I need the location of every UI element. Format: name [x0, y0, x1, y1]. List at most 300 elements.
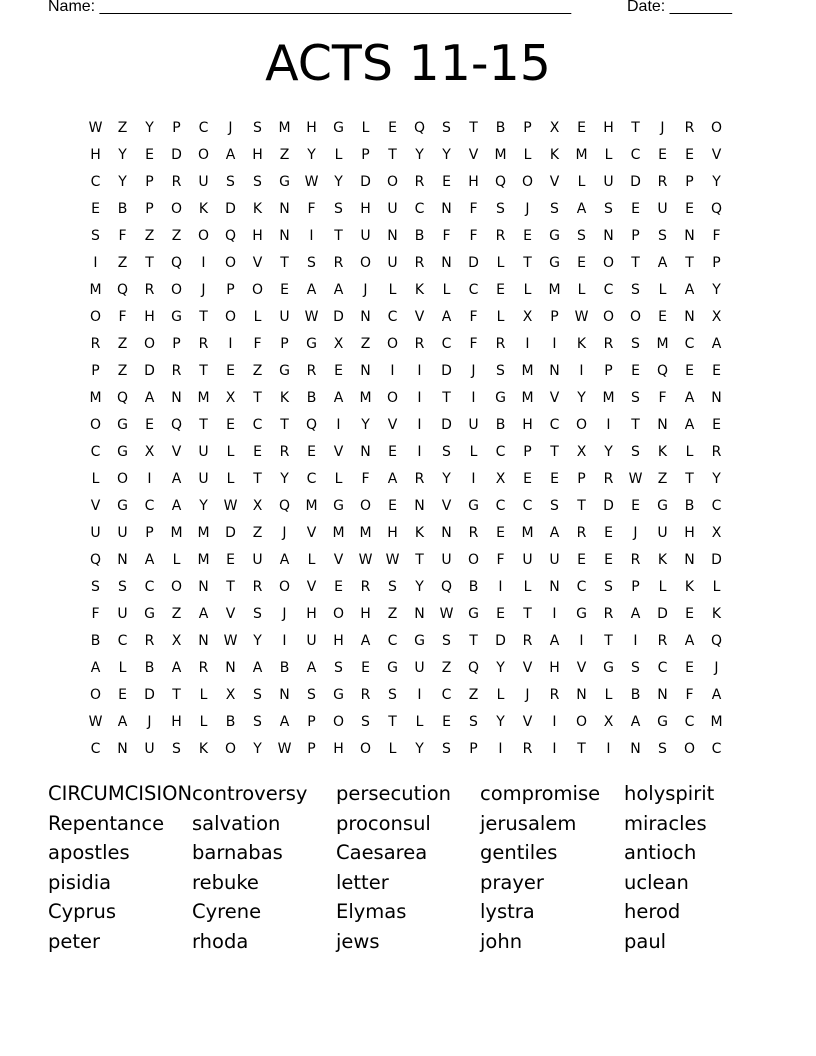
grid-letter[interactable]: U — [198, 443, 209, 460]
grid-letter[interactable]: E — [604, 524, 613, 541]
grid-letter[interactable]: V — [711, 146, 722, 163]
grid-letter[interactable]: E — [253, 443, 262, 460]
grid-letter[interactable]: Z — [279, 146, 290, 163]
grid-letter[interactable]: R — [252, 578, 263, 595]
grid-letter[interactable]: C — [711, 497, 722, 514]
grid-letter[interactable]: G — [414, 632, 425, 649]
grid-letter[interactable]: W — [88, 119, 103, 136]
grid-letter[interactable]: A — [333, 389, 344, 406]
grid-letter[interactable]: Y — [712, 173, 721, 190]
grid-letter[interactable]: U — [468, 416, 479, 433]
grid-letter[interactable]: A — [90, 659, 101, 676]
grid-letter[interactable]: A — [171, 470, 182, 487]
grid-letter[interactable]: B — [630, 686, 641, 703]
grid-letter[interactable]: T — [685, 470, 694, 487]
grid-letter[interactable]: S — [604, 578, 613, 595]
grid-letter[interactable]: S — [388, 578, 397, 595]
grid-letter[interactable]: S — [442, 119, 451, 136]
grid-letter[interactable]: F — [91, 605, 100, 622]
grid-letter[interactable]: A — [684, 416, 695, 433]
grid-letter[interactable]: G — [117, 497, 128, 514]
grid-letter[interactable]: I — [579, 362, 584, 379]
grid-letter[interactable]: A — [549, 524, 560, 541]
grid-letter[interactable]: S — [118, 578, 127, 595]
grid-letter[interactable]: C — [549, 416, 560, 433]
grid-letter[interactable]: O — [143, 335, 156, 352]
grid-letter[interactable]: H — [360, 605, 371, 622]
grid-letter[interactable]: N — [414, 605, 425, 622]
grid-letter[interactable]: E — [496, 281, 505, 298]
grid-letter[interactable]: V — [414, 308, 425, 325]
grid-letter[interactable]: O — [683, 740, 696, 757]
grid-letter[interactable]: Y — [118, 146, 127, 163]
grid-letter[interactable]: O — [359, 740, 372, 757]
grid-letter[interactable]: N — [603, 227, 614, 244]
grid-letter[interactable]: J — [525, 686, 530, 703]
grid-letter[interactable]: A — [333, 281, 344, 298]
grid-letter[interactable]: N — [441, 200, 452, 217]
grid-letter[interactable]: S — [550, 200, 559, 217]
grid-letter[interactable]: E — [145, 416, 154, 433]
grid-letter[interactable]: X — [495, 470, 506, 487]
grid-letter[interactable]: Z — [171, 227, 182, 244]
grid-letter[interactable]: A — [549, 632, 560, 649]
grid-letter[interactable]: Y — [145, 119, 154, 136]
grid-letter[interactable]: I — [471, 389, 476, 406]
grid-letter[interactable]: C — [576, 578, 587, 595]
grid-letter[interactable]: B — [117, 200, 128, 217]
grid-letter[interactable]: S — [388, 686, 397, 703]
grid-letter[interactable]: W — [628, 470, 643, 487]
grid-letter[interactable]: Y — [415, 146, 424, 163]
grid-letter[interactable]: F — [469, 308, 478, 325]
grid-letter[interactable]: T — [334, 227, 343, 244]
grid-letter[interactable]: J — [363, 281, 368, 298]
grid-letter[interactable]: G — [171, 308, 182, 325]
grid-letter[interactable]: Q — [305, 416, 318, 433]
grid-letter[interactable]: Z — [117, 119, 128, 136]
grid-letter[interactable]: L — [388, 281, 397, 298]
grid-letter[interactable]: R — [414, 335, 425, 352]
grid-letter[interactable]: H — [468, 173, 479, 190]
grid-letter[interactable]: T — [442, 389, 451, 406]
grid-letter[interactable]: R — [603, 470, 614, 487]
grid-letter[interactable]: Y — [361, 416, 370, 433]
grid-letter[interactable]: H — [144, 308, 155, 325]
grid-letter[interactable]: X — [711, 308, 722, 325]
grid-letter[interactable]: X — [522, 308, 533, 325]
grid-letter[interactable]: L — [685, 443, 694, 460]
grid-letter[interactable]: U — [252, 551, 263, 568]
grid-letter[interactable]: V — [306, 578, 317, 595]
grid-letter[interactable]: C — [684, 335, 695, 352]
grid-letter[interactable]: T — [631, 254, 640, 271]
grid-letter[interactable]: E — [280, 281, 289, 298]
grid-letter[interactable]: R — [360, 686, 371, 703]
grid-letter[interactable]: L — [226, 443, 235, 460]
grid-letter[interactable]: V — [522, 713, 533, 730]
grid-letter[interactable]: E — [577, 254, 586, 271]
grid-letter[interactable]: S — [496, 362, 505, 379]
grid-letter[interactable]: H — [333, 740, 344, 757]
grid-letter[interactable]: C — [306, 470, 317, 487]
grid-letter[interactable]: O — [602, 254, 615, 271]
grid-letter[interactable]: D — [441, 416, 452, 433]
grid-letter[interactable]: Z — [360, 335, 371, 352]
grid-letter[interactable]: W — [574, 308, 589, 325]
grid-letter[interactable]: N — [279, 200, 290, 217]
grid-letter[interactable]: K — [576, 335, 587, 352]
grid-letter[interactable]: T — [577, 497, 586, 514]
grid-letter[interactable]: D — [630, 173, 641, 190]
grid-letter[interactable]: H — [684, 524, 695, 541]
grid-letter[interactable]: D — [225, 200, 236, 217]
grid-letter[interactable]: J — [660, 119, 665, 136]
grid-letter[interactable]: T — [415, 551, 424, 568]
grid-letter[interactable]: W — [439, 605, 454, 622]
grid-letter[interactable]: P — [172, 335, 181, 352]
grid-letter[interactable]: O — [89, 308, 102, 325]
grid-letter[interactable]: T — [523, 605, 532, 622]
grid-letter[interactable]: U — [441, 551, 452, 568]
grid-letter[interactable]: H — [90, 146, 101, 163]
grid-letter[interactable]: X — [549, 119, 560, 136]
grid-letter[interactable]: C — [441, 686, 452, 703]
grid-letter[interactable]: R — [603, 605, 614, 622]
grid-letter[interactable]: E — [631, 362, 640, 379]
grid-letter[interactable]: L — [388, 740, 397, 757]
grid-letter[interactable]: J — [714, 659, 719, 676]
grid-letter[interactable]: H — [549, 659, 560, 676]
grid-letter[interactable]: R — [144, 632, 155, 649]
grid-letter[interactable]: K — [198, 200, 209, 217]
grid-letter[interactable]: T — [469, 119, 478, 136]
grid-letter[interactable]: P — [631, 227, 640, 244]
grid-letter[interactable]: M — [521, 389, 534, 406]
grid-letter[interactable]: C — [117, 632, 128, 649]
grid-letter[interactable]: R — [198, 659, 209, 676]
grid-letter[interactable]: O — [629, 308, 642, 325]
grid-letter[interactable]: V — [549, 173, 560, 190]
grid-letter[interactable]: T — [469, 632, 478, 649]
grid-letter[interactable]: V — [441, 497, 452, 514]
grid-letter[interactable]: E — [442, 173, 451, 190]
grid-letter[interactable]: T — [685, 254, 694, 271]
name-field-label[interactable]: Name: _____________________________________________________ — [48, 0, 572, 15]
grid-letter[interactable]: M — [521, 524, 534, 541]
grid-letter[interactable]: A — [711, 335, 722, 352]
grid-letter[interactable]: I — [498, 740, 503, 757]
grid-letter[interactable]: W — [385, 551, 400, 568]
grid-letter[interactable]: T — [145, 254, 154, 271]
grid-letter[interactable]: C — [198, 119, 209, 136]
grid-letter[interactable]: O — [170, 200, 183, 217]
grid-letter[interactable]: Y — [496, 659, 505, 676]
grid-letter[interactable]: B — [468, 578, 479, 595]
grid-letter[interactable]: O — [170, 281, 183, 298]
grid-letter[interactable]: A — [306, 281, 317, 298]
grid-letter[interactable]: F — [469, 200, 478, 217]
grid-letter[interactable]: N — [117, 551, 128, 568]
grid-letter[interactable]: W — [88, 713, 103, 730]
grid-letter[interactable]: I — [498, 578, 503, 595]
grid-letter[interactable]: Z — [252, 362, 263, 379]
grid-letter[interactable]: M — [521, 362, 534, 379]
grid-letter[interactable]: X — [171, 632, 182, 649]
grid-letter[interactable]: T — [631, 119, 640, 136]
grid-letter[interactable]: Y — [415, 578, 424, 595]
grid-letter[interactable]: A — [684, 389, 695, 406]
grid-letter[interactable]: G — [306, 335, 317, 352]
grid-letter[interactable]: J — [525, 200, 530, 217]
grid-letter[interactable]: C — [144, 497, 155, 514]
grid-letter[interactable]: Z — [468, 686, 479, 703]
grid-letter[interactable]: L — [523, 146, 532, 163]
grid-letter[interactable]: A — [306, 659, 317, 676]
grid-letter[interactable]: M — [278, 119, 291, 136]
grid-letter[interactable]: L — [469, 443, 478, 460]
grid-letter[interactable]: G — [279, 362, 290, 379]
grid-letter[interactable]: G — [333, 119, 344, 136]
grid-letter[interactable]: I — [552, 740, 557, 757]
grid-letter[interactable]: S — [631, 335, 640, 352]
grid-letter[interactable]: Q — [278, 497, 291, 514]
grid-letter[interactable]: S — [658, 227, 667, 244]
grid-letter[interactable]: T — [199, 308, 208, 325]
grid-letter[interactable]: I — [579, 632, 584, 649]
grid-letter[interactable]: D — [468, 254, 479, 271]
grid-letter[interactable]: R — [306, 362, 317, 379]
grid-letter[interactable]: U — [198, 470, 209, 487]
grid-letter[interactable]: Y — [253, 740, 262, 757]
grid-letter[interactable]: D — [657, 605, 668, 622]
grid-letter[interactable]: J — [147, 713, 152, 730]
grid-letter[interactable]: I — [633, 632, 638, 649]
grid-letter[interactable]: R — [414, 173, 425, 190]
grid-letter[interactable]: S — [253, 119, 262, 136]
grid-letter[interactable]: H — [252, 227, 263, 244]
grid-letter[interactable]: G — [333, 497, 344, 514]
grid-letter[interactable]: Y — [442, 470, 451, 487]
grid-letter[interactable]: J — [633, 524, 638, 541]
grid-letter[interactable]: H — [603, 119, 614, 136]
grid-letter[interactable]: T — [280, 416, 289, 433]
grid-letter[interactable]: P — [145, 173, 154, 190]
grid-letter[interactable]: E — [685, 659, 694, 676]
grid-letter[interactable]: Y — [307, 146, 316, 163]
grid-letter[interactable]: P — [145, 200, 154, 217]
grid-letter[interactable]: A — [657, 254, 668, 271]
grid-letter[interactable]: C — [414, 200, 425, 217]
grid-letter[interactable]: P — [631, 578, 640, 595]
grid-letter[interactable]: G — [603, 659, 614, 676]
grid-letter[interactable]: T — [550, 443, 559, 460]
grid-letter[interactable]: T — [172, 686, 181, 703]
grid-letter[interactable]: L — [577, 173, 586, 190]
grid-letter[interactable]: N — [549, 362, 560, 379]
grid-letter[interactable]: A — [711, 686, 722, 703]
grid-letter[interactable]: S — [550, 497, 559, 514]
grid-letter[interactable]: S — [253, 686, 262, 703]
grid-letter[interactable]: I — [552, 605, 557, 622]
grid-letter[interactable]: O — [116, 470, 129, 487]
grid-letter[interactable]: R — [414, 470, 425, 487]
grid-letter[interactable]: N — [225, 659, 236, 676]
grid-letter[interactable]: T — [577, 740, 586, 757]
grid-letter[interactable]: O — [197, 146, 210, 163]
grid-letter[interactable]: C — [495, 443, 506, 460]
grid-letter[interactable]: G — [117, 416, 128, 433]
grid-letter[interactable]: S — [253, 713, 262, 730]
grid-letter[interactable]: S — [604, 200, 613, 217]
grid-letter[interactable]: Y — [280, 470, 289, 487]
grid-letter[interactable]: V — [333, 551, 344, 568]
grid-letter[interactable]: T — [631, 416, 640, 433]
grid-letter[interactable]: R — [522, 632, 533, 649]
grid-letter[interactable]: L — [604, 146, 613, 163]
grid-letter[interactable]: T — [280, 254, 289, 271]
grid-letter[interactable]: O — [224, 254, 237, 271]
grid-letter[interactable]: L — [658, 578, 667, 595]
grid-letter[interactable]: X — [225, 389, 236, 406]
grid-letter[interactable]: K — [414, 524, 425, 541]
grid-letter[interactable]: U — [306, 632, 317, 649]
grid-letter[interactable]: Q — [170, 254, 183, 271]
grid-letter[interactable]: S — [307, 686, 316, 703]
grid-letter[interactable]: A — [117, 713, 128, 730]
grid-letter[interactable]: P — [280, 335, 289, 352]
grid-letter[interactable]: U — [117, 605, 128, 622]
grid-letter[interactable]: A — [225, 146, 236, 163]
grid-letter[interactable]: F — [685, 686, 694, 703]
grid-letter[interactable]: N — [684, 227, 695, 244]
grid-letter[interactable]: H — [387, 524, 398, 541]
grid-letter[interactable]: S — [442, 740, 451, 757]
grid-letter[interactable]: A — [630, 713, 641, 730]
grid-letter[interactable]: E — [523, 470, 532, 487]
grid-letter[interactable]: F — [118, 308, 127, 325]
grid-letter[interactable]: Y — [496, 713, 505, 730]
grid-letter[interactable]: S — [172, 740, 181, 757]
grid-letter[interactable]: I — [417, 443, 422, 460]
grid-letter[interactable]: E — [685, 605, 694, 622]
grid-letter[interactable]: K — [657, 443, 668, 460]
grid-letter[interactable]: O — [602, 308, 615, 325]
grid-letter[interactable]: M — [89, 389, 102, 406]
grid-letter[interactable]: T — [523, 254, 532, 271]
grid-letter[interactable]: K — [252, 200, 263, 217]
grid-letter[interactable]: U — [603, 173, 614, 190]
grid-letter[interactable]: V — [522, 659, 533, 676]
grid-letter[interactable]: S — [91, 227, 100, 244]
grid-letter[interactable]: R — [495, 335, 506, 352]
grid-letter[interactable]: S — [91, 578, 100, 595]
grid-letter[interactable]: A — [171, 659, 182, 676]
grid-letter[interactable]: V — [252, 254, 263, 271]
grid-letter[interactable]: L — [604, 686, 613, 703]
grid-letter[interactable]: O — [386, 389, 399, 406]
grid-letter[interactable]: S — [442, 443, 451, 460]
grid-letter[interactable]: U — [522, 551, 533, 568]
grid-letter[interactable]: N — [198, 578, 209, 595]
grid-letter[interactable]: C — [252, 416, 263, 433]
grid-letter[interactable]: P — [604, 362, 613, 379]
grid-letter[interactable]: L — [118, 659, 127, 676]
grid-letter[interactable]: W — [304, 173, 319, 190]
grid-letter[interactable]: Y — [712, 470, 721, 487]
grid-letter[interactable]: E — [307, 443, 316, 460]
grid-letter[interactable]: B — [90, 632, 101, 649]
grid-letter[interactable]: L — [253, 308, 262, 325]
grid-letter[interactable]: S — [496, 200, 505, 217]
grid-letter[interactable]: L — [199, 713, 208, 730]
grid-letter[interactable]: E — [712, 416, 721, 433]
grid-letter[interactable]: L — [496, 686, 505, 703]
grid-letter[interactable]: C — [522, 497, 533, 514]
grid-letter[interactable]: A — [252, 659, 263, 676]
grid-letter[interactable]: R — [657, 632, 668, 649]
grid-letter[interactable]: K — [198, 740, 209, 757]
grid-letter[interactable]: N — [198, 632, 209, 649]
grid-letter[interactable]: P — [307, 740, 316, 757]
grid-letter[interactable]: P — [91, 362, 100, 379]
grid-letter[interactable]: G — [576, 605, 587, 622]
grid-letter[interactable]: R — [171, 173, 182, 190]
grid-letter[interactable]: E — [118, 686, 127, 703]
grid-letter[interactable]: H — [360, 200, 371, 217]
grid-letter[interactable]: Y — [415, 740, 424, 757]
grid-letter[interactable]: T — [253, 470, 262, 487]
grid-letter[interactable]: E — [577, 119, 586, 136]
grid-letter[interactable]: F — [307, 200, 316, 217]
grid-letter[interactable]: A — [171, 497, 182, 514]
grid-letter[interactable]: A — [576, 200, 587, 217]
grid-letter[interactable]: M — [197, 524, 210, 541]
grid-letter[interactable]: M — [305, 497, 318, 514]
grid-letter[interactable]: R — [468, 524, 479, 541]
grid-letter[interactable]: M — [548, 281, 561, 298]
grid-letter[interactable]: L — [361, 119, 370, 136]
grid-letter[interactable]: L — [307, 551, 316, 568]
grid-letter[interactable]: A — [198, 605, 209, 622]
grid-letter[interactable]: A — [279, 551, 290, 568]
grid-letter[interactable]: N — [549, 578, 560, 595]
grid-letter[interactable]: W — [304, 308, 319, 325]
grid-letter[interactable]: M — [359, 389, 372, 406]
grid-letter[interactable]: I — [93, 254, 98, 271]
grid-letter[interactable]: G — [117, 443, 128, 460]
grid-letter[interactable]: E — [388, 119, 397, 136]
grid-letter[interactable]: O — [251, 281, 264, 298]
grid-letter[interactable]: O — [575, 713, 588, 730]
grid-letter[interactable]: S — [469, 713, 478, 730]
grid-letter[interactable]: O — [710, 119, 723, 136]
grid-letter[interactable]: O — [197, 227, 210, 244]
grid-letter[interactable]: C — [90, 443, 101, 460]
grid-letter[interactable]: E — [388, 443, 397, 460]
grid-letter[interactable]: C — [711, 740, 722, 757]
grid-letter[interactable]: O — [332, 605, 345, 622]
grid-letter[interactable]: M — [197, 551, 210, 568]
grid-letter[interactable]: F — [658, 389, 667, 406]
grid-letter[interactable]: R — [657, 173, 668, 190]
grid-letter[interactable]: Q — [710, 632, 723, 649]
grid-letter[interactable]: G — [495, 389, 506, 406]
grid-letter[interactable]: M — [197, 389, 210, 406]
grid-letter[interactable]: C — [144, 578, 155, 595]
grid-letter[interactable]: F — [496, 551, 505, 568]
grid-letter[interactable]: F — [469, 227, 478, 244]
